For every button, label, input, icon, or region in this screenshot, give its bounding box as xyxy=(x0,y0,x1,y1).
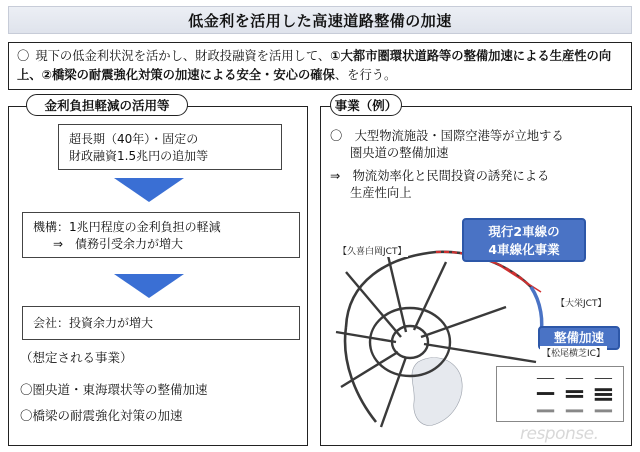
step-company xyxy=(22,306,300,340)
step3-text: 会社：投資余力が増大 xyxy=(33,316,154,330)
intro-bold: ①大都市圏環状道路等の整備加速による生産性の向上、②橋梁の耐震強化対策の加速による安全・安心の確保 xyxy=(17,49,612,82)
page-title-text: 低金利を活用した高速道路整備の加速 xyxy=(188,11,452,30)
label-kuki-shiraoka-jct: 【久喜白岡JCT】 xyxy=(336,244,408,257)
callout-acceleration: 整備加速 xyxy=(538,326,620,350)
callout1-line1: 現行2車線の xyxy=(488,224,560,239)
intro-mark: 〇 xyxy=(17,49,30,63)
callout-four-lane xyxy=(462,218,586,262)
step-financing xyxy=(58,124,282,170)
right-tab-label: 事業（例） xyxy=(334,98,398,113)
callout1-line2: 4車線化事業 xyxy=(488,242,560,257)
example1-line1: 〇 大型物流施設・国際空港等が立地する xyxy=(330,129,564,143)
intro-box xyxy=(8,42,632,90)
step1-line1: 超長期（40年）・固定の xyxy=(69,132,199,146)
example1-line2: 圏央道の整備加速 xyxy=(350,146,449,160)
project-item: 〇圏央道・東海環状等の整備加速 xyxy=(20,382,208,397)
expected-projects-label: （想定される事業） xyxy=(20,350,133,365)
down-arrow-icon xyxy=(114,178,184,202)
step2-line1: 機構：1兆円程度の金利負担の軽減 xyxy=(33,220,221,234)
step-organization xyxy=(22,212,300,258)
step1-line2: 財政融資1.5兆円の追加等 xyxy=(69,149,209,163)
page-title xyxy=(8,6,632,34)
label-matsuo-yokoshiba-ic: 【松尾横芝IC】 xyxy=(540,346,607,359)
response-watermark: response. xyxy=(520,424,599,444)
left-column-tab xyxy=(26,94,188,116)
right-column-tab xyxy=(330,94,402,116)
example2-line1: ⇒ 物流効率化と民間投資の誘発による xyxy=(330,169,550,183)
example-item-2 xyxy=(330,168,626,202)
example-item-1 xyxy=(330,128,626,162)
intro-part1: 現下の低金利状況を活かし、財政投融資を活用して、 xyxy=(35,49,331,63)
intro-part2: 、を行う。 xyxy=(334,68,397,82)
step2-line2: ⇒ 債務引受余力が増大 xyxy=(53,237,184,251)
map-legend xyxy=(496,366,624,422)
label-taiei-jct: 【大栄JCT】 xyxy=(554,296,608,309)
down-arrow-icon xyxy=(114,274,184,298)
project-item: 〇橋梁の耐震強化対策の加速 xyxy=(20,408,183,423)
example2-line2: 生産性向上 xyxy=(350,186,412,200)
left-tab-label: 金利負担軽減の活用等 xyxy=(44,98,170,113)
